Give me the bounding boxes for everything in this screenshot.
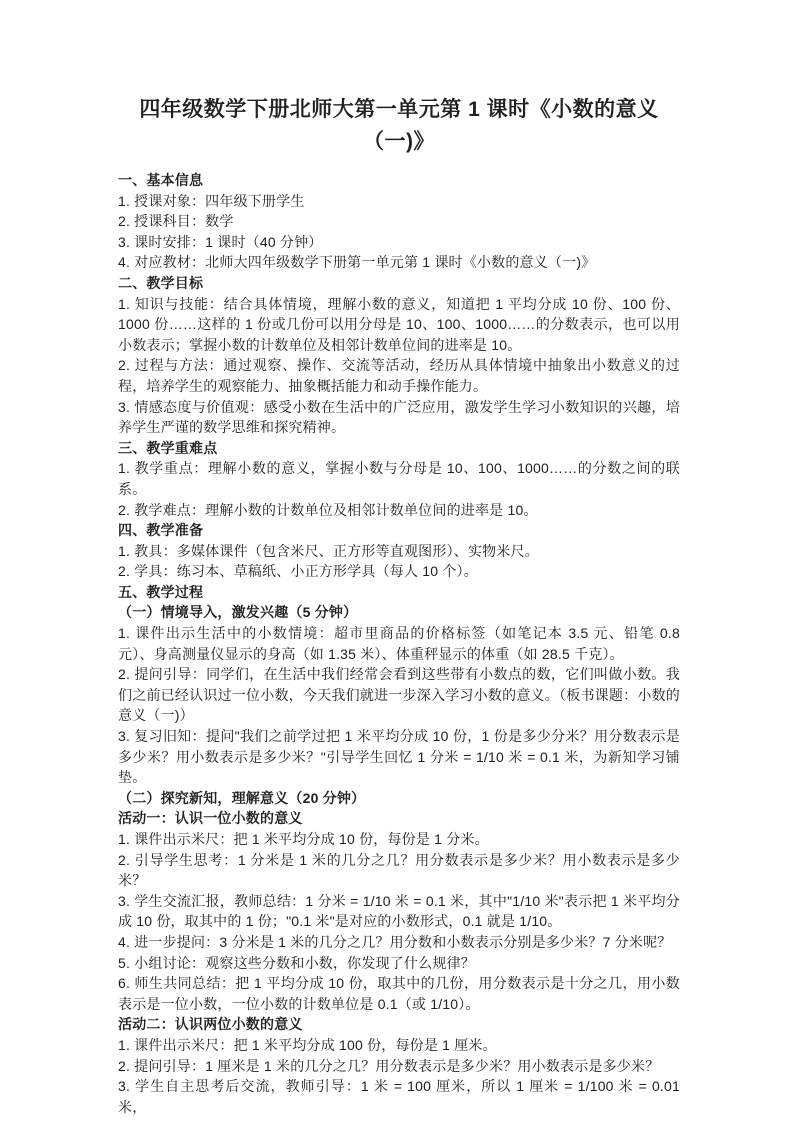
list-item: 4. 进一步提问：3 分米是 1 米的几分之几？用分数和小数表示分别是多少米？7 分米呢？ bbox=[118, 933, 672, 950]
list-item: 2. 引导学生思考：1 分米是 1 米的几分之几？用分数表示是多少米？用小数表示是多少米？ bbox=[118, 851, 680, 889]
subsection-heading-explore: （二）探究新知，理解意义（20 分钟） bbox=[118, 789, 366, 806]
list-item: 3. 学生交流汇报，教师总结：1 分米 = 1/10 米 = 0.1 米，其中"1/10 米"表示把 1 米平均分成 10 份，取其中的 1 份；"0.1 米"是对应的小数形式，0.1 就是 1/10。 bbox=[118, 892, 680, 930]
list-item: 2. 提问引导：1 厘米是 1 米的几分之几？用分数表示是多少米？用小数表示是多少米？ bbox=[118, 1057, 660, 1074]
list-item: 4. 对应教材：北师大四年级数学下册第一单元第 1 课时《小数的意义（一)》 bbox=[118, 254, 596, 271]
list-item: 3. 学生自主思考后交流，教师引导：1 米 = 100 厘米，所以 1 厘米 = 1/100 米 = 0.01 米， bbox=[118, 1078, 680, 1115]
list-item: 6. 师生共同总结：把 1 平均分成 10 份，取其中的几份，用分数表示是十分之几，用小数表示是一位小数，一位小数的计数单位是 0.1（或 1/10）。 bbox=[118, 975, 680, 1012]
list-item: 1. 课件出示米尺：把 1 米平均分成 100 份，每份是 1 厘米。 bbox=[118, 1036, 497, 1053]
list-item: 2. 学具：练习本、草稿纸、小正方形学具（每人 10 个）。 bbox=[118, 563, 478, 580]
list-item: 3. 课时安排：1 课时（40 分钟） bbox=[118, 233, 323, 250]
list-item: 1. 知识与技能：结合具体情境，理解小数的意义，知道把 1 平均分成 10 份、100 份、1000 份……这样的 1 份或几份可以用分母是 10、100、1000……的分数表示，也可以用小数表示；掌握小数的计数单位及相邻计数单位间的进率是 10。 bbox=[118, 295, 680, 353]
section-heading-key-points: 三、教学重难点 bbox=[118, 439, 218, 456]
section-heading-preparation: 四、教学准备 bbox=[118, 522, 204, 539]
section-heading-basic-info: 一、基本信息 bbox=[118, 172, 204, 188]
list-item: 5. 小组讨论：观察这些分数和小数，你发现了什么规律？ bbox=[118, 954, 475, 971]
list-item: 2. 提问引导：同学们，在生活中我们经常会看到这些带有小数点的数，它们叫做小数。我们之前已经认识过一位小数，今天我们就进一步深入学习小数的意义。（板书课题：小数的意义（一)） bbox=[118, 666, 680, 724]
document-body bbox=[118, 170, 680, 1117]
list-item: 2. 授课科目：数学 bbox=[118, 213, 234, 230]
subsection-heading-intro: （一）情境导入，激发兴趣（5 分钟） bbox=[118, 604, 358, 621]
list-item: 2. 教学难点：理解小数的计数单位及相邻计数单位间的进率是 10。 bbox=[118, 501, 538, 518]
activity-heading-1: 活动一：认识一位小数的意义 bbox=[118, 810, 303, 827]
list-item: 1. 课件出示生活中的小数情境：超市里商品的价格标签（如笔记本 3.5 元、铅笔 0.8 元）、身高测量仪显示的身高（如 1.35 米）、体重秤显示的体重（如 28.5 千克）。 bbox=[118, 625, 680, 662]
document-title: 四年级数学下册北师大第一单元第 1 课时《小数的意义（一)》 bbox=[139, 98, 659, 153]
list-item: 3. 复习旧知：提问"我们之前学过把 1 米平均分成 10 份，1 份是多少分米？用分数表示是多少米？用小数表示是多少米？"引导学生回忆 1 分米 = 1/10 米 = 0.1 米，为新知学习铺垫。 bbox=[118, 728, 680, 786]
list-item: 1. 教具：多媒体课件（包含米尺、正方形等直观图形）、实物米尺。 bbox=[118, 542, 539, 559]
section-heading-teaching-goals: 二、教学目标 bbox=[118, 274, 204, 291]
list-item: 1. 课件出示米尺：把 1 米平均分成 10 份，每份是 1 分米。 bbox=[118, 831, 489, 847]
list-item: 1. 授课对象：四年级下册学生 bbox=[118, 192, 305, 209]
list-item: 3. 情感态度与价值观：感受小数在生活中的广泛应用，激发学生学习小数知识的兴趣，培养学生严谨的数学思维和探究精神。 bbox=[118, 398, 680, 436]
list-item: 2. 过程与方法：通过观察、操作、交流等活动，经历从具体情境中抽象出小数意义的过程，培养学生的观察能力、抽象概括能力和动手操作能力。 bbox=[118, 357, 680, 394]
list-item: 1. 教学重点：理解小数的意义，掌握小数与分母是 10、100、1000……的分数之间的联系。 bbox=[118, 460, 680, 497]
activity-heading-2: 活动二：认识两位小数的意义 bbox=[118, 1016, 303, 1033]
section-heading-process: 五、教学过程 bbox=[118, 583, 204, 600]
